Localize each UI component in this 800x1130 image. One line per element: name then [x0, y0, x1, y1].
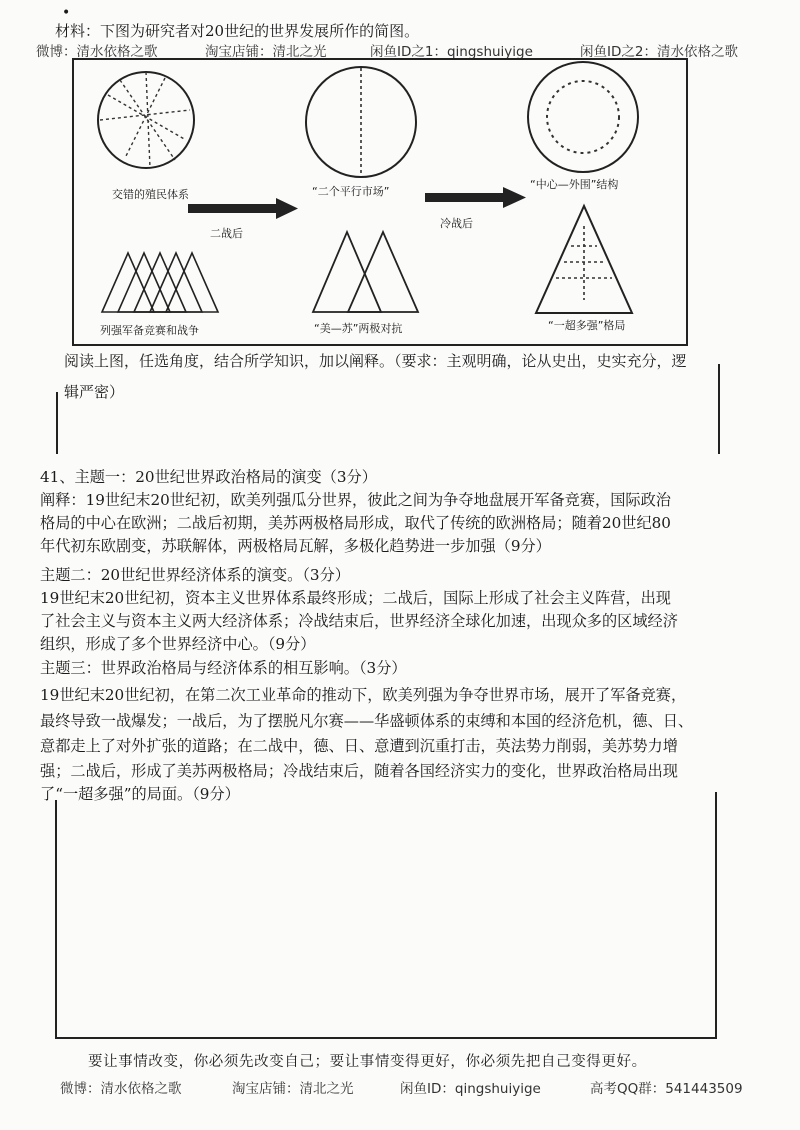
- caption-multipolar: “一超多强”格局: [548, 319, 626, 332]
- caption-center: “中心—外围”结构: [530, 178, 619, 191]
- answer-line: 主题二：20世纪世界经济体系的演变。（3分）: [40, 566, 350, 584]
- arms-race-triangles-icon: [102, 253, 218, 312]
- footer-weibo: 微博：清水依格之歌: [60, 1081, 182, 1097]
- arrow-postcoldwar-icon: [425, 187, 526, 208]
- answer-line: 强；二战后，形成了美苏两极格局；冷战结束后，随着各国经济实力的变化，世界政治格局出现: [40, 762, 678, 780]
- caption-arms: 列强军备竞赛和战争: [100, 324, 199, 337]
- colonial-circle-icon: [98, 72, 194, 168]
- footer-xianyu: 闲鱼ID：qingshuiyige: [400, 1081, 541, 1097]
- answer-left-border-lower: [55, 800, 57, 1038]
- answer-right-border-lower: [715, 792, 717, 1038]
- answer-line: 格局的中心在欧洲；二战后初期，美苏两极格局形成，取代了传统的欧洲格局；随着20世纪80: [40, 514, 671, 532]
- multipolar-triangle-icon: [536, 206, 632, 313]
- caption-colonial: 交错的殖民体系: [112, 188, 189, 201]
- answer-right-border-upper: [718, 364, 720, 454]
- parallel-markets-circle-icon: [306, 67, 416, 177]
- scan-mark: •: [62, 5, 71, 21]
- bipolar-triangles-icon: [313, 232, 418, 312]
- answer-line: 19世纪末20世纪初，资本主义世界体系最终形成；二战后，国际上形成了社会主义阵营，出现: [40, 589, 671, 607]
- answer-line: 最终导致一战爆发；一战后，为了摆脱凡尔赛——华盛顿体系的束缚和本国的经济危机，德、日、: [40, 712, 694, 730]
- answer-line: 了社会主义与资本主义两大经济体系；冷战结束后，世界经济全球化加速，出现众多的区域经济: [40, 612, 678, 630]
- arrow-label-postwar: 二战后: [210, 227, 243, 240]
- answer-line: 意都走上了对外扩张的道路；在二战中，德、日、意遭到沉重打击，英法势力削弱，美苏势力增: [40, 737, 678, 755]
- footer-taobao: 淘宝店铺：清北之光: [232, 1081, 354, 1097]
- answer-line: 了“一超多强”的局面。（9分）: [40, 785, 240, 803]
- answer-line: 19世纪末20世纪初，在第二次工业革命的推动下，欧美列强为争夺世界市场，展开了军备竞赛，: [40, 686, 687, 704]
- material-intro: 材料：下图为研究者对20世纪的世界发展所作的简图。: [55, 22, 420, 40]
- answer-line: 年代初东欧剧变，苏联解体，两极格局瓦解，多极化趋势进一步加强（9分）: [40, 537, 551, 555]
- caption-usssr: “美—苏”两极对抗: [314, 322, 403, 335]
- answer-line: 41、主题一：20世纪世界政治格局的演变（3分）: [40, 468, 377, 486]
- answer-line: 主题三：世界政治格局与经济体系的相互影响。（3分）: [40, 659, 407, 677]
- caption-parallel: “二个平行市场”: [312, 185, 390, 198]
- answer-line: 组织，形成了多个世界经济中心。（9分）: [40, 635, 316, 653]
- answer-line: 阐释：19世纪末20世纪初，欧美列强瓜分世界，彼此之间为争夺地盘展开军备竞赛，国际政治: [40, 491, 671, 509]
- arrow-label-postcoldwar: 冷战后: [440, 217, 473, 230]
- watermark-taobao: 淘宝店铺：清北之光: [205, 44, 327, 60]
- question-line-1: 阅读上图，任选角度，结合所学知识，加以阐释。（要求：主观明确，论从史出，史实充分，逻: [64, 352, 687, 370]
- watermark-xianyu1: 闲鱼ID之1：qingshuiyige: [370, 44, 533, 60]
- answer-bottom-border: [55, 1037, 717, 1039]
- question-line-2: 辑严密）: [64, 383, 125, 401]
- arrow-postwar-icon: [188, 198, 298, 219]
- footer-qq: 高考QQ群：541443509: [590, 1081, 743, 1097]
- watermark-xianyu2: 闲鱼ID之2：清水依格之歌: [580, 44, 738, 60]
- center-periphery-circle-icon: [528, 62, 638, 172]
- answer-left-border-upper: [56, 392, 58, 454]
- watermark-weibo: 微博：清水依格之歌: [36, 44, 158, 60]
- footer-motto: 要让事情改变，你必须先改变自己；要让事情变得更好，你必须先把自己变得更好。: [88, 1054, 647, 1070]
